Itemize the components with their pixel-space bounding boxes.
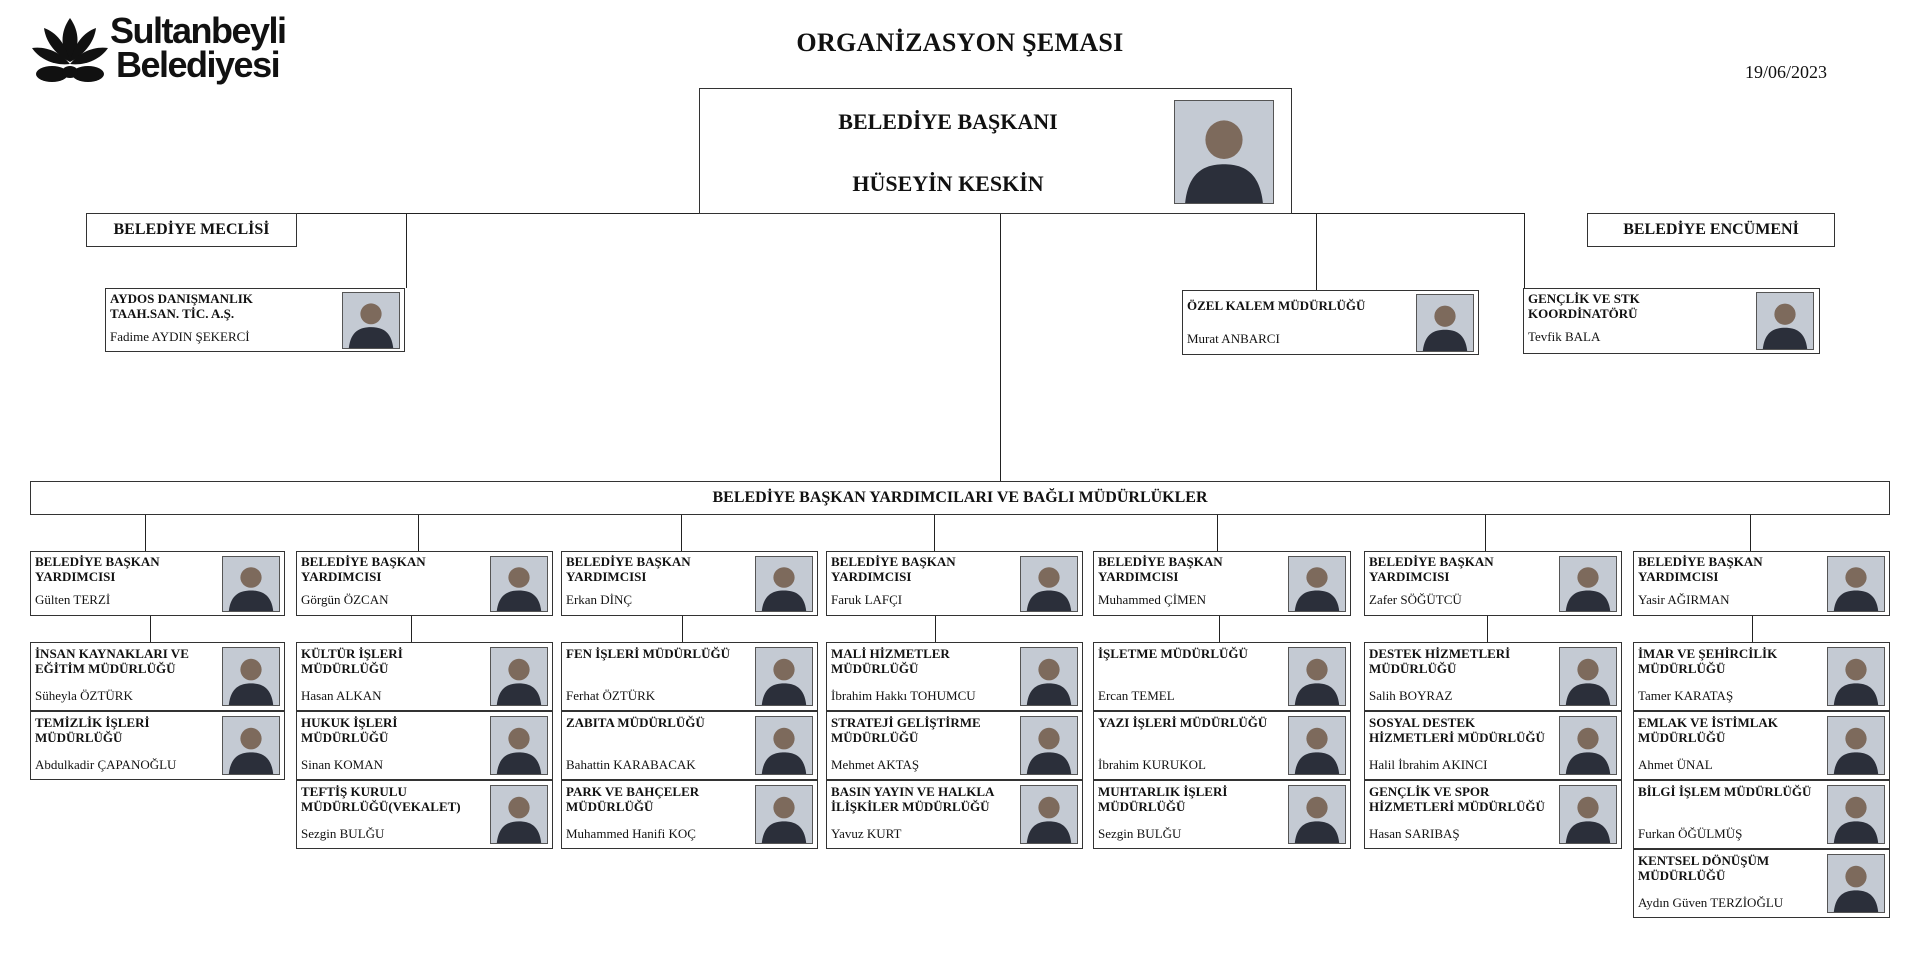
unit-head-photo: [1288, 647, 1346, 706]
connector-line: [145, 514, 146, 551]
unit-box[interactable]: [1093, 711, 1351, 780]
connector-line: [1752, 616, 1753, 642]
deputy-box[interactable]: [30, 551, 285, 616]
unit-head-name: Yavuz KURT: [831, 826, 902, 841]
committee-label: BELEDİYE ENCÜMENİ: [1623, 221, 1799, 238]
genclik-stk-title: GENÇLİK VE STK KOORDİNATÖRÜ: [1528, 291, 1640, 321]
unit-head-name: Aydın Güven TERZİOĞLU: [1638, 895, 1784, 910]
unit-head-name: Ahmet ÜNAL: [1638, 757, 1713, 772]
unit-head-name: Furkan ÖĞÜLMÜŞ: [1638, 826, 1743, 841]
unit-title: İNSAN KAYNAKLARI VE EĞİTİM MÜDÜRLÜĞÜ: [35, 646, 189, 676]
deputy-name: Yasir AĞIRMAN: [1638, 592, 1730, 607]
deputy-box[interactable]: [296, 551, 553, 616]
unit-head-photo: [1020, 716, 1078, 775]
deputy-box[interactable]: [561, 551, 818, 616]
unit-head-photo: [1288, 785, 1346, 844]
ozel-kalem-box[interactable]: [1182, 290, 1479, 355]
connector-line: [935, 616, 936, 642]
deputy-photo: [1288, 556, 1346, 612]
unit-title: GENÇLİK VE SPOR HİZMETLERİ MÜDÜRLÜĞÜ: [1369, 784, 1545, 814]
unit-title: TEMİZLİK İŞLERİ MÜDÜRLÜĞÜ: [35, 715, 150, 745]
unit-box[interactable]: [1093, 780, 1351, 849]
connector-line: [1316, 213, 1317, 290]
deputy-photo: [1827, 556, 1885, 612]
unit-head-photo: [490, 785, 548, 844]
unit-title: TEFTİŞ KURULU MÜDÜRLÜĞÜ(VEKALET): [301, 784, 461, 814]
unit-head-name: Ercan TEMEL: [1098, 688, 1175, 703]
unit-head-name: Ferhat ÖZTÜRK: [566, 688, 656, 703]
unit-head-photo: [222, 716, 280, 775]
aydos-name: Fadime AYDIN ŞEKERCİ: [110, 329, 250, 344]
unit-box[interactable]: [826, 780, 1083, 849]
unit-box[interactable]: [826, 711, 1083, 780]
unit-head-photo: [490, 647, 548, 706]
unit-box[interactable]: [1633, 780, 1890, 849]
deputy-title: BELEDİYE BAŞKAN YARDIMCISI: [301, 554, 426, 584]
unit-head-name: Salih BOYRAZ: [1369, 688, 1453, 703]
unit-head-photo: [1827, 647, 1885, 706]
unit-head-name: Halil İbrahim AKINCI: [1369, 757, 1488, 772]
unit-head-photo: [490, 716, 548, 775]
connector-line: [1750, 514, 1751, 551]
connector-line: [1000, 213, 1001, 481]
genclik-stk-box[interactable]: [1523, 288, 1820, 354]
unit-head-name: Sezgin BULĞU: [1098, 826, 1182, 841]
deputy-box[interactable]: [1364, 551, 1622, 616]
unit-box[interactable]: [296, 642, 553, 711]
unit-title: YAZI İŞLERİ MÜDÜRLÜĞÜ: [1098, 715, 1268, 730]
unit-box[interactable]: [1364, 642, 1622, 711]
logo-line2: Belediyesi: [116, 44, 280, 85]
committee-box[interactable]: [1587, 213, 1835, 247]
deputy-photo: [755, 556, 813, 612]
genclik-stk-name: Tevfik BALA: [1528, 329, 1601, 344]
connector-line: [418, 514, 419, 551]
deputy-title: BELEDİYE BAŞKAN YARDIMCISI: [1638, 554, 1763, 584]
unit-title: BASIN YAYIN VE HALKLA İLİŞKİLER MÜDÜRLÜĞÜ: [831, 784, 994, 814]
deputy-photo: [1020, 556, 1078, 612]
connector-line: [1485, 514, 1486, 551]
unit-title: STRATEJİ GELİŞTİRME MÜDÜRLÜĞÜ: [831, 715, 981, 745]
ozel-kalem-photo: [1416, 294, 1474, 352]
genclik-stk-photo: [1756, 292, 1814, 350]
unit-head-photo: [1827, 785, 1885, 844]
unit-head-name: Süheyla ÖZTÜRK: [35, 688, 133, 703]
unit-box[interactable]: [296, 711, 553, 780]
connector-line: [150, 616, 151, 642]
connector-line: [1219, 616, 1220, 642]
deputies-header-label: BELEDİYE BAŞKAN YARDIMCILARI VE BAĞLI MÜDÜRLÜKLER: [712, 489, 1208, 506]
unit-title: KÜLTÜR İŞLERİ MÜDÜRLÜĞÜ: [301, 646, 403, 676]
unit-title: EMLAK VE İSTİMLAK MÜDÜRLÜĞÜ: [1638, 715, 1778, 745]
deputy-name: Faruk LAFÇI: [831, 592, 903, 607]
unit-head-name: Sezgin BULĞU: [301, 826, 385, 841]
aydos-photo: [342, 292, 400, 349]
unit-head-name: Bahattin KARABACAK: [566, 757, 696, 772]
unit-title: DESTEK HİZMETLERİ MÜDÜRLÜĞÜ: [1369, 646, 1511, 676]
unit-head-photo: [1559, 716, 1617, 775]
unit-box[interactable]: [1093, 642, 1351, 711]
unit-head-photo: [1827, 716, 1885, 775]
unit-box[interactable]: [561, 642, 818, 711]
unit-head-photo: [755, 647, 813, 706]
deputy-box[interactable]: [1633, 551, 1890, 616]
deputy-name: Muhammed ÇİMEN: [1098, 592, 1206, 607]
unit-head-name: Hasan ALKAN: [301, 688, 382, 703]
connector-line: [411, 616, 412, 642]
logo-line1: Sultanbeyli: [110, 10, 286, 51]
unit-head-photo: [1288, 716, 1346, 775]
unit-head-name: İbrahim Hakkı TOHUMCU: [831, 688, 976, 703]
deputy-box[interactable]: [1093, 551, 1351, 616]
unit-head-photo: [1020, 785, 1078, 844]
deputy-title: BELEDİYE BAŞKAN YARDIMCISI: [35, 554, 160, 584]
page-title: ORGANİZASYON ŞEMASI: [796, 28, 1124, 57]
unit-box[interactable]: [296, 780, 553, 849]
unit-head-name: Mehmet AKTAŞ: [831, 757, 920, 772]
ozel-kalem-title: ÖZEL KALEM MÜDÜRLÜĞÜ: [1187, 298, 1366, 313]
unit-box[interactable]: [30, 642, 285, 711]
ozel-kalem-name: Murat ANBARCI: [1187, 331, 1280, 346]
unit-head-photo: [1559, 785, 1617, 844]
connector-line: [934, 514, 935, 551]
mayor-role: BELEDİYE BAŞKANI: [838, 109, 1058, 134]
council-box[interactable]: [86, 213, 297, 247]
connector-line: [682, 616, 683, 642]
deputy-title: BELEDİYE BAŞKAN YARDIMCISI: [1369, 554, 1494, 584]
unit-box[interactable]: [1633, 642, 1890, 711]
unit-title: HUKUK İŞLERİ MÜDÜRLÜĞÜ: [301, 715, 398, 745]
unit-head-photo: [222, 647, 280, 706]
connector-line: [1217, 514, 1218, 551]
mayor-name: HÜSEYİN KESKİN: [852, 171, 1044, 196]
unit-head-photo: [1559, 647, 1617, 706]
unit-head-name: İbrahim KURUKOL: [1098, 757, 1206, 772]
unit-box[interactable]: [1364, 780, 1622, 849]
connector-line: [681, 514, 682, 551]
unit-head-name: Hasan SARIBAŞ: [1369, 826, 1460, 841]
connector-line: [1524, 213, 1525, 288]
unit-head-photo: [755, 716, 813, 775]
deputy-photo: [222, 556, 280, 612]
deputy-name: Görgün ÖZCAN: [301, 592, 389, 607]
unit-title: PARK VE BAHÇELER MÜDÜRLÜĞÜ: [566, 784, 700, 814]
connector-line: [1487, 616, 1488, 642]
date-label: 19/06/2023: [1745, 62, 1828, 82]
unit-title: KENTSEL DÖNÜŞÜM MÜDÜRLÜĞÜ: [1638, 853, 1770, 883]
deputy-name: Gülten TERZİ: [35, 592, 111, 607]
unit-head-photo: [1020, 647, 1078, 706]
unit-box[interactable]: [561, 711, 818, 780]
deputy-title: BELEDİYE BAŞKAN YARDIMCISI: [566, 554, 691, 584]
unit-title: İŞLETME MÜDÜRLÜĞÜ: [1098, 646, 1248, 661]
unit-title: FEN İŞLERİ MÜDÜRLÜĞÜ: [566, 646, 730, 661]
deputy-photo: [1559, 556, 1617, 612]
unit-title: BİLGİ İŞLEM MÜDÜRLÜĞÜ: [1638, 784, 1812, 799]
unit-title: MALİ HİZMETLER MÜDÜRLÜĞÜ: [831, 646, 950, 676]
deputy-name: Erkan DİNÇ: [566, 592, 633, 607]
unit-head-name: Abdulkadir ÇAPANOĞLU: [35, 757, 177, 772]
unit-head-name: Sinan KOMAN: [301, 757, 383, 772]
unit-title: SOSYAL DESTEK HİZMETLERİ MÜDÜRLÜĞÜ: [1369, 715, 1545, 745]
deputy-title: BELEDİYE BAŞKAN YARDIMCISI: [1098, 554, 1223, 584]
unit-title: ZABITA MÜDÜRLÜĞÜ: [566, 715, 705, 730]
mayor-box[interactable]: [699, 88, 1292, 214]
unit-title: MUHTARLIK İŞLERİ MÜDÜRLÜĞÜ: [1098, 784, 1228, 814]
unit-box[interactable]: [1633, 711, 1890, 780]
deputies-header[interactable]: [30, 481, 1890, 515]
deputy-title: BELEDİYE BAŞKAN YARDIMCISI: [831, 554, 956, 584]
aydos-box[interactable]: [105, 288, 405, 352]
unit-head-photo: [755, 785, 813, 844]
deputy-photo: [490, 556, 548, 612]
unit-head-name: Muhammed Hanifi KOÇ: [566, 826, 696, 841]
council-label: BELEDİYE MECLİSİ: [113, 221, 270, 238]
unit-box[interactable]: [1364, 711, 1622, 780]
unit-box[interactable]: [561, 780, 818, 849]
deputy-box[interactable]: [826, 551, 1083, 616]
mayor-photo: [1174, 100, 1274, 204]
unit-title: İMAR VE ŞEHİRCİLİK MÜDÜRLÜĞÜ: [1638, 646, 1778, 676]
connector-line: [406, 213, 407, 288]
aydos-title: AYDOS DANIŞMANLIK TAAH.SAN. TİC. A.Ş.: [110, 291, 253, 321]
unit-box[interactable]: [30, 711, 285, 780]
unit-head-photo: [1827, 854, 1885, 913]
unit-head-name: Tamer KARATAŞ: [1638, 688, 1734, 703]
unit-box[interactable]: [1633, 849, 1890, 918]
deputy-name: Zafer SÖĞÜTCÜ: [1369, 592, 1462, 607]
unit-box[interactable]: [826, 642, 1083, 711]
